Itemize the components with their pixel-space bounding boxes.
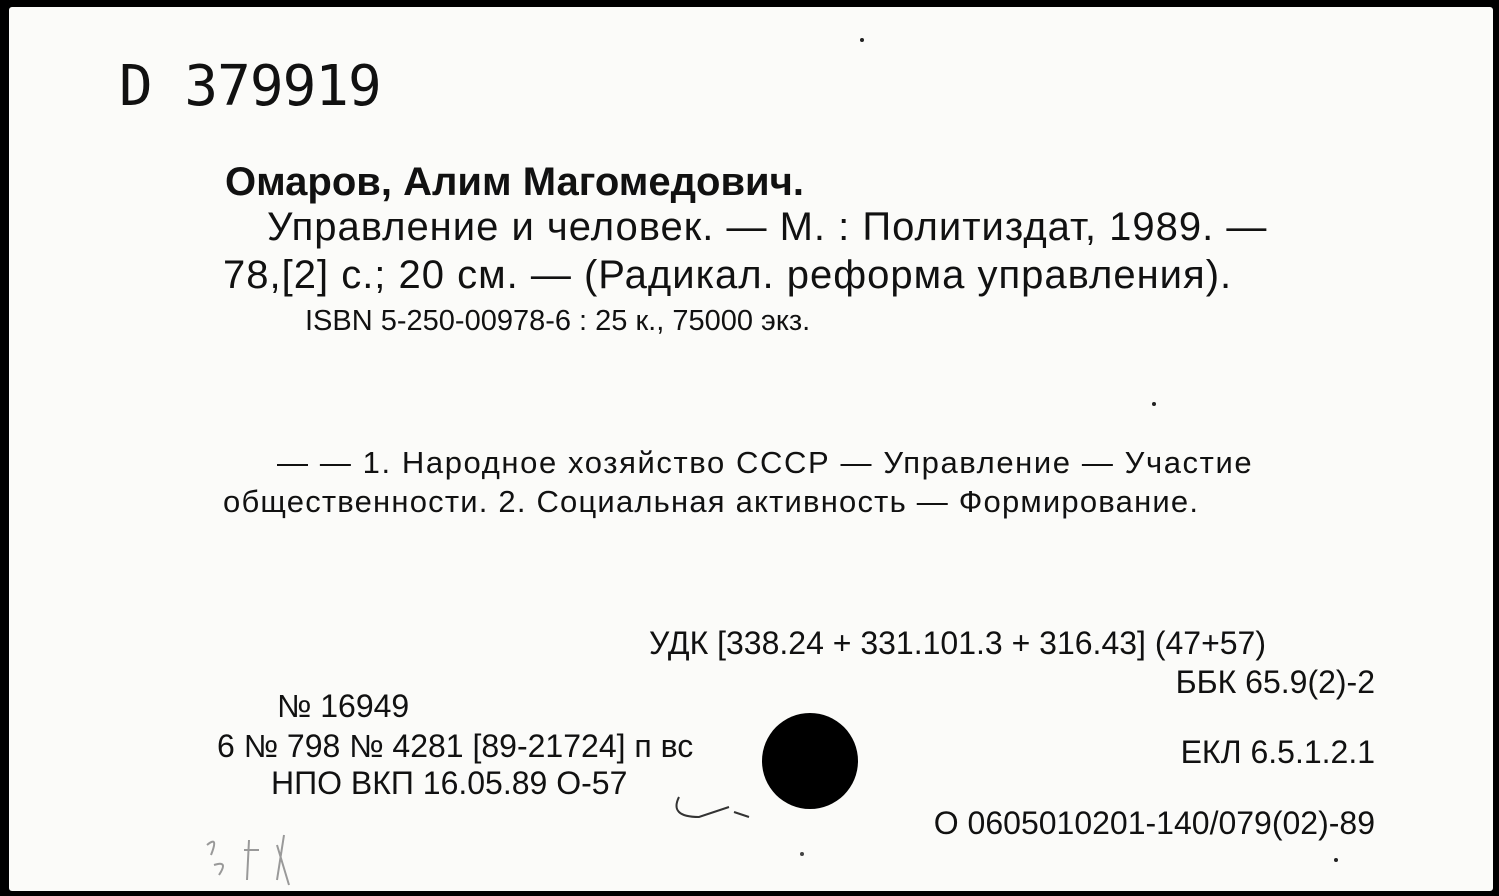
bbk-code: ББК 65.9(2)-2 — [1175, 664, 1375, 700]
ekl-code: ЕКЛ 6.5.1.2.1 — [1180, 734, 1375, 770]
dust-specks — [9, 7, 1493, 891]
udk-code: УДК [338.24 + 331.101.3 + 316.43] (47+57) — [649, 625, 1266, 661]
catalog-card — [9, 7, 1493, 891]
catalog-number: D 379919 — [119, 54, 381, 119]
title-line: Управление и человек. — М. : Политиздат, 1989. — — [267, 205, 1268, 249]
publisher-code: О 0605010201-140/079(02)-89 — [933, 805, 1375, 841]
npo-line: НПО ВКП 16.05.89 О-57 — [271, 765, 628, 801]
subject-line-1: — — 1. Народное хозяйство СССР — Управление — Участие — [277, 445, 1254, 480]
author-name: Омаров, Алим Магомедович. — [225, 160, 804, 204]
isbn-line: ISBN 5-250-00978-6 : 25 к., 75000 экз. — [305, 305, 811, 337]
order-line: 6 № 798 № 4281 [89-21724] п вс — [217, 728, 694, 764]
record-number: № 16949 — [277, 688, 410, 724]
description-line: 78,[2] с.; 20 см. — (Радикал. реформа управления). — [223, 253, 1233, 297]
subject-line-2: общественности. 2. Социальная активность — Формирование. — [223, 484, 1200, 519]
